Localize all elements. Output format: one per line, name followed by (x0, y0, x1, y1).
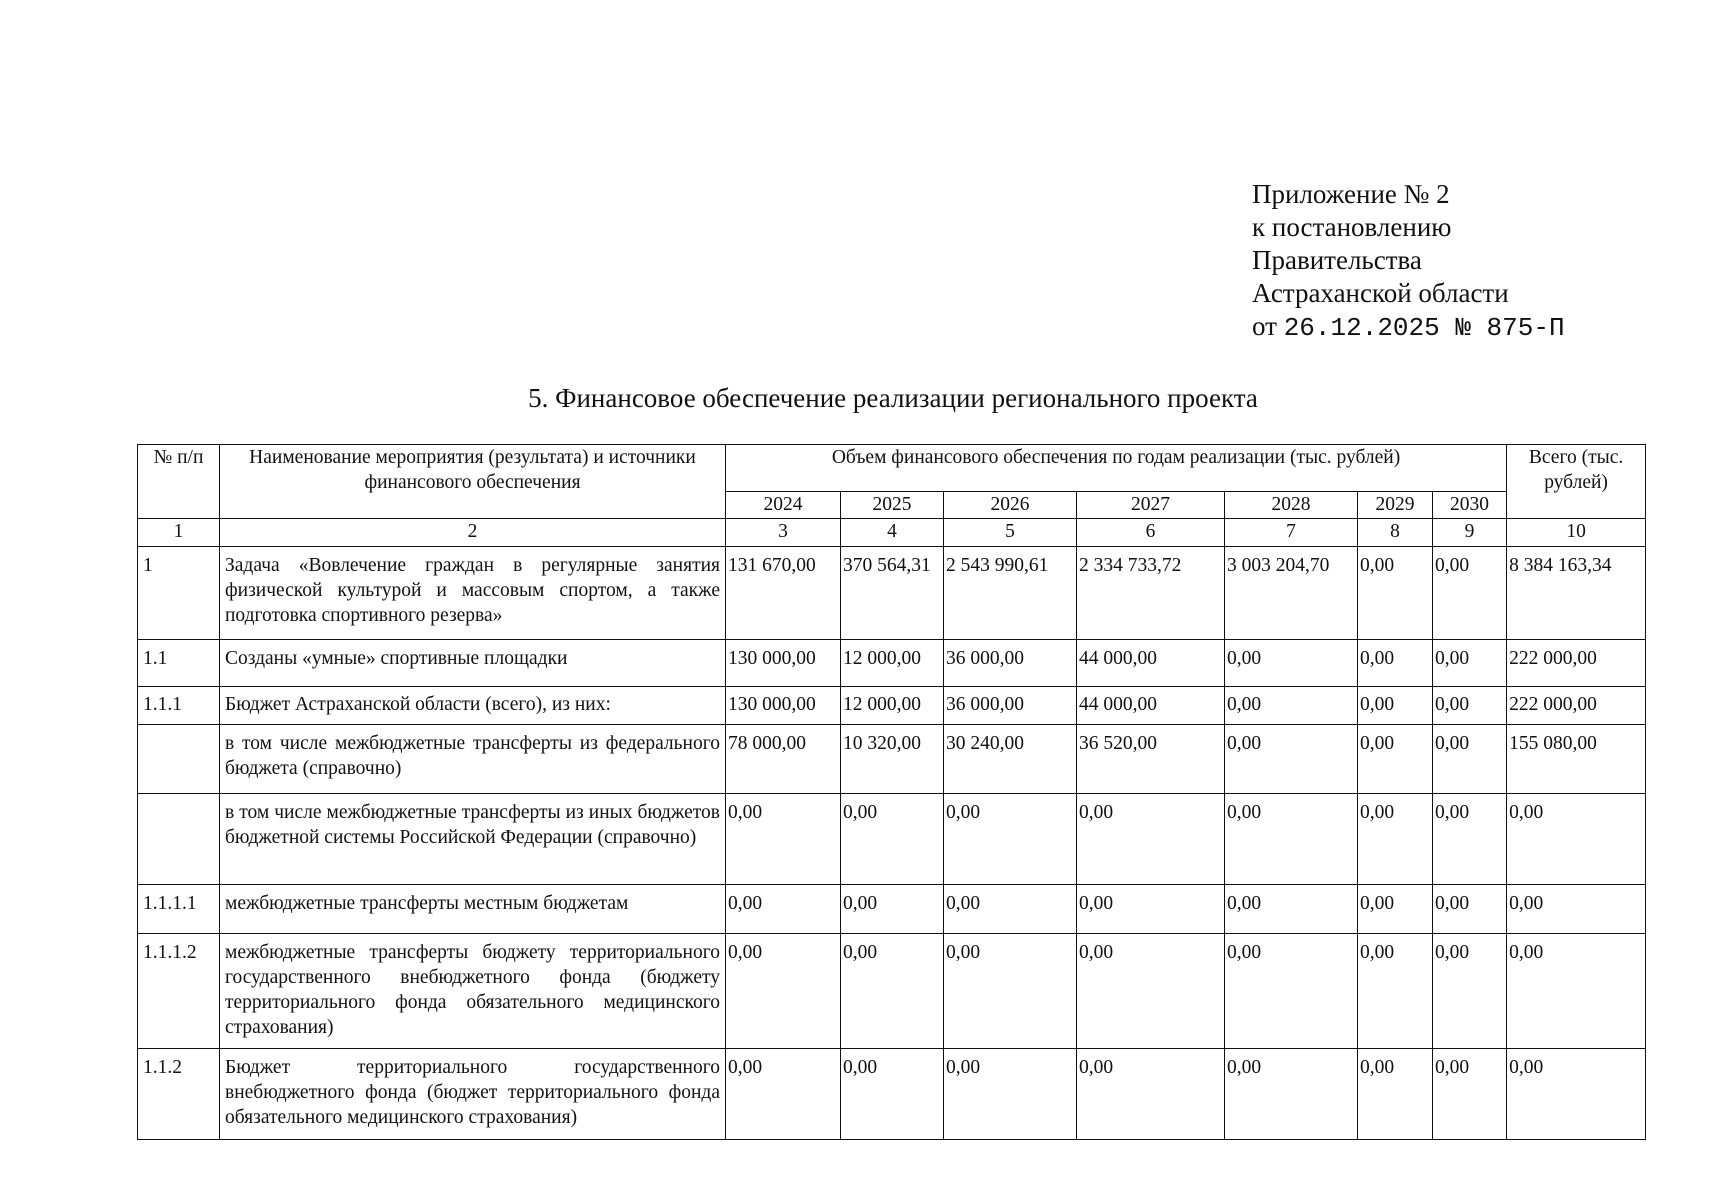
row-value: 0,00 (726, 1049, 841, 1140)
row-value: 36 000,00 (944, 640, 1077, 687)
row-value: 12 000,00 (841, 687, 944, 725)
table-row (138, 934, 1646, 1049)
row-value: 0,00 (1433, 640, 1507, 687)
row-value: 0,00 (1077, 1049, 1225, 1140)
row-value: 0,00 (944, 934, 1077, 1049)
table-row (138, 885, 1646, 934)
row-name: в том числе межбюджетные трансферты из федерального бюджета (справочно) (220, 725, 726, 794)
appendix-line-2: к постановлению (1252, 212, 1452, 242)
header-name: Наименование мероприятия (результата) и источники финансового обеспечения (220, 445, 726, 519)
row-number: 1 (138, 547, 220, 640)
row-value: 0,00 (841, 1049, 944, 1140)
row-total: 8 384 163,34 (1507, 547, 1646, 640)
row-value: 0,00 (1433, 794, 1507, 885)
row-value: 0,00 (1358, 885, 1433, 934)
row-value: 130 000,00 (726, 687, 841, 725)
row-value: 12 000,00 (841, 640, 944, 687)
column-number: 3 (726, 519, 841, 547)
appendix-line-5 (1252, 310, 1565, 345)
row-value: 0,00 (1433, 547, 1507, 640)
row-value: 0,00 (1358, 547, 1433, 640)
row-value: 0,00 (944, 1049, 1077, 1140)
row-number: 1.1.1.1 (138, 885, 220, 934)
row-number (138, 725, 220, 794)
table-row (138, 547, 1646, 640)
row-value: 0,00 (1433, 725, 1507, 794)
row-value: 0,00 (1358, 640, 1433, 687)
row-value: 131 670,00 (726, 547, 841, 640)
row-value: 0,00 (1077, 794, 1225, 885)
row-value: 0,00 (1077, 934, 1225, 1049)
row-value: 0,00 (944, 794, 1077, 885)
column-number: 2 (220, 519, 726, 547)
appendix-line-1: Приложение № 2 (1252, 179, 1450, 209)
row-value: 0,00 (1433, 934, 1507, 1049)
header-year: 2025 (841, 492, 944, 519)
row-value: 0,00 (1358, 725, 1433, 794)
row-value: 0,00 (1225, 687, 1358, 725)
header-year: 2027 (1077, 492, 1225, 519)
row-value: 0,00 (841, 885, 944, 934)
row-value: 2 334 733,72 (1077, 547, 1225, 640)
row-value: 0,00 (944, 885, 1077, 934)
header-volume: Объем финансового обеспечения по годам реализации (тыс. рублей) (726, 445, 1507, 492)
table-row (138, 687, 1646, 725)
table-row (138, 1049, 1646, 1140)
row-value: 130 000,00 (726, 640, 841, 687)
row-value: 44 000,00 (1077, 687, 1225, 725)
row-number: 1.1.1 (138, 687, 220, 725)
appendix-line-4: Астраханской области (1252, 278, 1509, 308)
row-total: 155 080,00 (1507, 725, 1646, 794)
row-value: 0,00 (1225, 725, 1358, 794)
row-value: 44 000,00 (1077, 640, 1225, 687)
row-value: 0,00 (1433, 687, 1507, 725)
appendix-block (1252, 178, 1565, 345)
row-value: 0,00 (841, 934, 944, 1049)
column-number: 9 (1433, 519, 1507, 547)
row-name: Бюджет Астраханской области (всего), из них: (220, 687, 726, 725)
appendix-date-number: 26.12.2025 № 875-П (1283, 313, 1565, 343)
row-name: Бюджет территориального государственного внебюджетного фонда (бюджет территориального фонда обязательного медицинского страхования) (220, 1049, 726, 1140)
row-number: 1.1 (138, 640, 220, 687)
row-value: 0,00 (1225, 934, 1358, 1049)
column-number-row (138, 519, 1646, 547)
header-total: Всего (тыс. рублей) (1507, 445, 1646, 519)
row-value: 0,00 (1358, 794, 1433, 885)
column-number: 6 (1077, 519, 1225, 547)
column-number: 7 (1225, 519, 1358, 547)
header-year: 2030 (1433, 492, 1507, 519)
row-value: 30 240,00 (944, 725, 1077, 794)
header-year: 2024 (726, 492, 841, 519)
row-name: в том числе межбюджетные трансферты из иных бюджетов бюджетной системы Российской Федерации (справочно) (220, 794, 726, 885)
row-number (138, 794, 220, 885)
row-value: 0,00 (1358, 687, 1433, 725)
row-value: 0,00 (1225, 885, 1358, 934)
row-value: 0,00 (1358, 934, 1433, 1049)
row-total: 222 000,00 (1507, 640, 1646, 687)
row-value: 0,00 (1077, 885, 1225, 934)
column-number: 4 (841, 519, 944, 547)
header-year: 2028 (1225, 492, 1358, 519)
row-number: 1.1.1.2 (138, 934, 220, 1049)
row-value: 0,00 (1225, 640, 1358, 687)
row-name: Задача «Вовлечение граждан в регулярные занятия физической культурой и массовым спортом, а также подготовка спортивного резерва» (220, 547, 726, 640)
row-value: 78 000,00 (726, 725, 841, 794)
row-value: 2 543 990,61 (944, 547, 1077, 640)
column-number: 5 (944, 519, 1077, 547)
row-total: 0,00 (1507, 1049, 1646, 1140)
header-year: 2029 (1358, 492, 1433, 519)
row-total: 0,00 (1507, 794, 1646, 885)
column-number: 10 (1507, 519, 1646, 547)
table-row (138, 794, 1646, 885)
row-value: 36 000,00 (944, 687, 1077, 725)
section-title: 5. Финансовое обеспечение реализации регионального проекта (528, 383, 1258, 413)
row-value: 0,00 (726, 934, 841, 1049)
row-value: 10 320,00 (841, 725, 944, 794)
row-name: Созданы «умные» спортивные площадки (220, 640, 726, 687)
row-value: 0,00 (726, 794, 841, 885)
row-total: 0,00 (1507, 885, 1646, 934)
row-value: 0,00 (1433, 885, 1507, 934)
table-row (138, 640, 1646, 687)
column-number: 8 (1358, 519, 1433, 547)
row-value: 370 564,31 (841, 547, 944, 640)
row-total: 0,00 (1507, 934, 1646, 1049)
row-name: межбюджетные трансферты бюджету территориального государственного внебюджетного фонда (бюджету территориального фонда обязательного медицинского страхования) (220, 934, 726, 1049)
row-value: 0,00 (1433, 1049, 1507, 1140)
row-value: 0,00 (726, 885, 841, 934)
header-year: 2026 (944, 492, 1077, 519)
row-value: 0,00 (1225, 1049, 1358, 1140)
appendix-line-3: Правительства (1252, 245, 1422, 275)
row-total: 222 000,00 (1507, 687, 1646, 725)
row-value: 0,00 (841, 794, 944, 885)
table-row (138, 725, 1646, 794)
row-number: 1.1.2 (138, 1049, 220, 1140)
header-num: № п/п (138, 445, 220, 519)
column-number: 1 (138, 519, 220, 547)
row-name: межбюджетные трансферты местным бюджетам (220, 885, 726, 934)
row-value: 36 520,00 (1077, 725, 1225, 794)
row-value: 0,00 (1225, 794, 1358, 885)
financing-table (137, 444, 1646, 1140)
row-value: 0,00 (1358, 1049, 1433, 1140)
appendix-date-prefix: от (1252, 311, 1277, 341)
row-value: 3 003 204,70 (1225, 547, 1358, 640)
